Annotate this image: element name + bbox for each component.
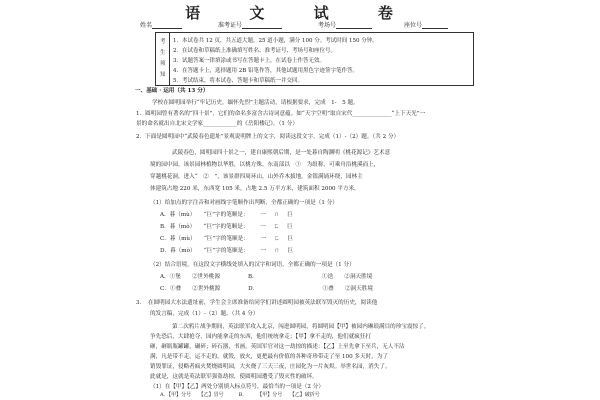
notice-side-char: 须 (160, 61, 166, 67)
question-2: 2．下面是圆明园中“武陵春色遗址”景观说明牌上的文字，阅读这段文字，完成（1）-（2）题。（共 2 分） (136, 134, 400, 140)
option-letter: A． (160, 212, 170, 218)
notice-side-char: 生 (160, 50, 166, 56)
exam-title: 语 文 试 卷 (185, 4, 415, 22)
seat-field[interactable] (404, 20, 448, 29)
notice-item: 3．试题答案一律填涂或书写在答题卡上，在试卷上作答无效。 (173, 58, 326, 64)
question-3-line-2: 的发言稿，完成（1）-（2）题。（共 4 分） (150, 311, 259, 317)
question-3-1: （1）在【甲】【乙】两处分别填入标点符号，最恰当的一项是（2 分） (150, 384, 324, 390)
candidate-notice-box (155, 32, 474, 86)
options-3-row-1[interactable]: A．【甲】分号 【乙】冒号 B． 【甲】分号 【乙】破折号 (160, 392, 320, 398)
notice-side-char: 考 (160, 39, 166, 45)
passage-line: 体建筑占地 220 米，东西宽 105 米，占地 2.5 万平方米，建筑面积 2000 平方米。 (150, 186, 360, 192)
passage-line: 武陵春色，圆明园四十景之一，建自康熙朝后期，是一处暮自陶渊明《桃花源记》艺术意 (172, 150, 391, 156)
question-3-line-1: 3． 在圆明园大水法遗址前，学生会主席准备给同学们讲述圆明园被英法联军毁灭的历史，阅读他 (136, 300, 378, 306)
notice-item: 2．在试卷和草稿纸上准确填写姓名、准考证号、考场号和座位号。 (173, 48, 337, 54)
speech-line: 争先恐后，大肆抢夺，园内能拿走的东西，他们统统拿走；【甲】拿不走的，他们就疯狂打 (150, 334, 371, 340)
notice-item: 5．考试结束，将本试卷、答题卡和草稿纸一并交回。 (173, 78, 304, 84)
room-field[interactable] (318, 20, 372, 29)
speech-line: 销毁罪证，侵略者疯火焚烧圆明园，大火烧了三天三夜，庄园化为一片灰烬。举世名园，消失了。 (150, 364, 391, 370)
passage-line: 穿越桃花洞，进入“ ② ”，该景群四周环山，山外乔木拔地，金银满诵环绕，园林主 (150, 174, 363, 180)
option-letter: B． (160, 224, 170, 230)
option-text: 暮（mù） “巨”字的笔顺是： (169, 212, 249, 218)
option-letter: D． (160, 248, 171, 254)
notice-item: 1．本试卷共 12 页，共五道大题，25 道小题，满分 100 分。考试时间 150 分钟。 (173, 38, 378, 44)
section-heading: 一、基础 · 运用（共 13 分） (135, 88, 209, 94)
option-d-1[interactable] (160, 248, 296, 255)
seat-label: 座位号 (404, 22, 423, 29)
option-letter: C． (160, 236, 170, 242)
name-field[interactable] (140, 20, 182, 29)
question-1-line-2: 景的命名就出自北宋文学家____________的《岳阳楼记》。（1 分） (136, 121, 298, 127)
stroke-order: 一 ㄈ 巨 (260, 224, 296, 230)
exam-no-field[interactable] (218, 20, 282, 29)
exam-no-label: 准考证号 (218, 22, 243, 29)
options-2-row-2[interactable]: C．①叠 ②世外桃源 D． ①叠 ②洞天胜境 (160, 286, 373, 292)
name-label: 姓名 (140, 22, 153, 29)
option-text: 暮（mù） “巨”字的笔顺是： (169, 236, 249, 242)
option-b-1[interactable] (160, 224, 296, 231)
candidate-info-row (140, 20, 460, 30)
stroke-order: 一 ㄇ 巨 (260, 212, 296, 218)
notice-side-char: 知 (160, 72, 166, 78)
notice-side-label (156, 33, 170, 85)
question-2-1: （1）给加点的字注音和对画线字笔顺作出判断，全都正确的一项是（1 分） (150, 200, 338, 206)
speech-line: 满，凡是带不走，运不走的，就毁，放火，更把最有价值的各种奇珍带走了至 100 多天时，为了 (150, 354, 388, 360)
stroke-order: 一 ㄈ 巨 (260, 236, 296, 242)
option-text: 暮（mò） “巨”字的笔顺是： (170, 248, 249, 254)
option-c-1[interactable] (160, 236, 296, 243)
speech-line: 此就是，这就是英法联军强盗劫掠，使圆明园遭受了毁灭性的破坏。 (150, 374, 318, 380)
section-intro: 学校在圆明园举行“牢记历史，缅怀先烈”主题活动，请根据要求，完成 1- 5 题。 (152, 100, 359, 106)
passage-line: 境的园中园。该景园林植物以华胜，以桃方殊。东南部以 ① 为组称，可乘舟沿桃溪而上， (150, 162, 380, 168)
question-1-line-1: 1．圆明园曾有著名的“四十景”，它们的命名多富含古诗词意蕴。如“天宇空明”取自宋代______________“上下天光”一 (136, 111, 426, 117)
speech-line: 砸，砸瓶瓶罐罐，碾碎；碎石器，书画，英国军官对这一劫掠的描述：【乙】上至先拿下至兵，无人不沾 (150, 344, 405, 350)
option-text: 暮（mò） “巨”字的笔顺是： (169, 224, 249, 230)
stroke-order: 一 ㄇ 巨 (260, 248, 296, 254)
question-2-2: （2）结合语境，在这段文字横线处填入的汉字和词语，全都正确的一项是（1 分） (150, 262, 355, 268)
speech-line: 第二次鸦片战争期间，英法联军攻入北京，闯进圆明园，将圆明园【甲】被园内琳琅满目的珍宝震惊了。 (172, 324, 430, 330)
option-a-1[interactable] (160, 212, 296, 219)
room-label: 考场号 (318, 22, 337, 29)
options-2-row-1[interactable]: A．①堡 ②世外桃源 B． ①迭 ②洞天胜境 (160, 274, 373, 280)
notice-item: 4．在答题卡上，选择题用 2B 铅笔作答，其他试题用黑色字迹签字笔作答。 (173, 68, 359, 74)
